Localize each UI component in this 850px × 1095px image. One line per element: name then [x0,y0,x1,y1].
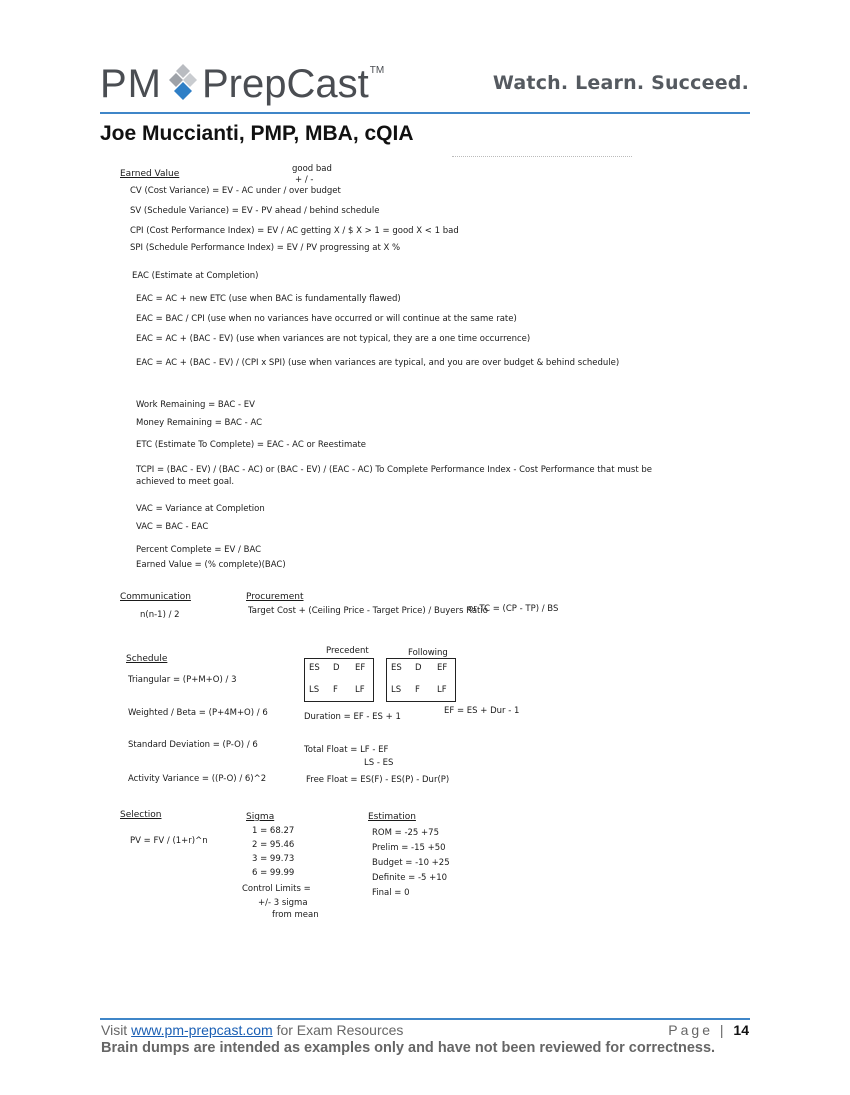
procurement-alt: or TC = (CP - TP) / BS [468,604,559,614]
ev-line: Work Remaining = BAC - EV [136,400,255,410]
following-label: Following [408,648,448,658]
node-f: F [415,685,420,695]
ev-line: CPI (Cost Performance Index) = EV / AC getting X / $ X > 1 = good X < 1 bad [130,226,459,236]
node-es: ES [391,663,402,673]
ev-line: TCPI = (BAC - EV) / (BAC - AC) or (BAC - EV) / (EAC - AC) To Complete Performance Index - Cost Performance that must be achieved to meet goal. [136,465,653,487]
sigma-value: 2 = 95.46 [252,840,295,850]
procurement-title: Procurement [246,592,304,602]
logo-trademark: TM [369,64,385,76]
node-f: F [333,685,338,695]
sigma-title: Sigma [246,812,275,822]
estimation-value: Prelim = -15 +50 [372,843,446,853]
precedent-label: Precedent [326,646,369,656]
following-node-box [386,658,456,702]
ef-formula: EF = ES + Dur - 1 [444,706,520,716]
prepcast-website-link[interactable]: www.pm-prepcast.com [131,1022,273,1038]
footer-divider [100,1018,750,1020]
page-label: Page [668,1022,713,1038]
earned-value-title: Earned Value [120,169,180,179]
control-limits-detail2: from mean [272,910,319,920]
sigma-value: 3 = 99.73 [252,854,295,864]
sigma-value: 1 = 68.27 [252,826,295,836]
node-es: ES [309,663,320,673]
ev-line: VAC = BAC - EAC [136,522,209,532]
ev-line: EAC = AC + new ETC (use when BAC is fundamentally flawed) [136,294,401,304]
good-bad-header: good bad [292,164,332,174]
node-ls: LS [309,685,320,695]
node-d: D [333,663,340,673]
ev-line: EAC (Estimate at Completion) [132,271,259,281]
plus-minus-header: + / - [295,175,314,185]
logo-name-text: PrepCast [202,61,369,106]
procurement-formula: Target Cost + (Ceiling Price - Target Price) / Buyers Ratio [248,606,488,616]
tagline: Watch. Learn. Succeed. [492,72,749,94]
node-d: D [415,663,422,673]
ev-line: VAC = Variance at Completion [136,504,265,514]
communication-formula: n(n-1) / 2 [140,610,180,620]
logo-pm-text: PM [100,61,162,106]
page-title: Joe Muccianti, PMP, MBA, cQIA [100,122,414,145]
communication-title: Communication [120,592,191,602]
ev-line: SPI (Schedule Performance Index) = EV / PV progressing at X % [130,243,401,253]
precedent-node-box [304,658,374,702]
node-ef: EF [355,663,366,673]
selection-formula: PV = FV / (1+r)^n [130,836,208,846]
ev-line: ETC (Estimate To Complete) = EAC - AC or Reestimate [136,440,367,450]
ev-line: Percent Complete = EV / BAC [136,545,262,555]
estimation-value: Final = 0 [372,888,410,898]
ev-line: EAC = BAC / CPI (use when no variances have occurred or will continue at the same rate) [136,314,517,324]
schedule-line: Triangular = (P+M+O) / 3 [128,675,237,685]
total-float-formula: Total Float = LF - EF [304,745,389,755]
total-float-alt: LS - ES [364,758,394,768]
page-number: Page | 14 [668,1022,749,1038]
ev-line: CV (Cost Variance) = EV - AC under / over budget [130,186,341,196]
node-ef: EF [437,663,448,673]
estimation-value: Definite = -5 +10 [372,873,448,883]
node-lf: LF [355,685,365,695]
selection-title: Selection [120,810,162,820]
ev-line: EAC = AC + (BAC - EV) / (CPI x SPI) (use when variances are typical, and you are over budget & behind schedule) [136,358,620,368]
visit-suffix: for Exam Resources [272,1022,404,1038]
node-ls: LS [391,685,402,695]
estimation-value: ROM = -25 +75 [372,828,439,838]
ev-line: EAC = AC + (BAC - EV) (use when variances are not typical, they are a one time occurrence) [136,334,531,344]
free-float-formula: Free Float = ES(F) - ES(P) - Dur(P) [306,775,450,785]
control-limits-detail: +/- 3 sigma [258,898,308,908]
estimation-value: Budget = -10 +25 [372,858,450,868]
estimation-title: Estimation [368,812,416,822]
ev-line: Money Remaining = BAC - AC [136,418,263,428]
ev-line: SV (Schedule Variance) = EV - PV ahead / behind schedule [130,206,380,216]
control-limits: Control Limits = [242,884,311,894]
sigma-value: 6 = 99.99 [252,868,295,878]
schedule-line: Standard Deviation = (P-O) / 6 [128,740,258,750]
schedule-title: Schedule [126,654,168,664]
disclaimer: Brain dumps are intended as examples only and have not been reviewed for correctness. [101,1040,716,1056]
schedule-line: Weighted / Beta = (P+4M+O) / 6 [128,708,268,718]
schedule-line: Activity Variance = ((P-O) / 6)^2 [128,774,267,784]
scan-artifact [452,156,632,159]
node-lf: LF [437,685,447,695]
ev-line: Earned Value = (% complete)(BAC) [136,560,286,570]
footer-visit-text [101,1022,403,1038]
page-number-value: 14 [733,1022,749,1038]
duration-formula: Duration = EF - ES + 1 [304,712,401,722]
visit-prefix: Visit [101,1022,132,1038]
